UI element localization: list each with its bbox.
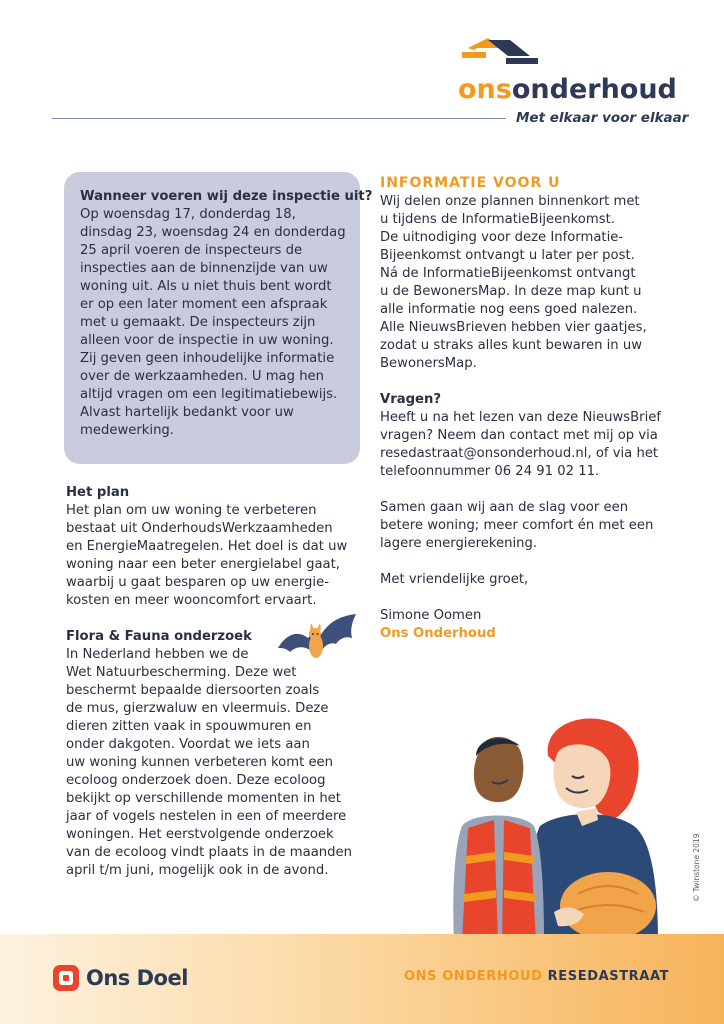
vragen-title: Vragen?: [380, 392, 442, 407]
signature-org: Ons Onderhoud: [380, 626, 496, 641]
greeting-text: Met vriendelijke groet,: [380, 572, 529, 587]
inspection-info-box: [64, 172, 373, 464]
informatie-section: [380, 173, 680, 373]
informatie-text: Wij delen onze plannen binnenkort met u tijdens de InformatieBijeenkomst. De uitnodiging voor deze Informatie- Bijeenkomst ontvangt u later per post. Ná de InformatieBijeenkomst ontvangt u de BewonersMap. In deze map kunt u alle informatie nog eens goed nalezen. Alle NieuwsBrieven hebben vier gaatjes, zodat u straks alles kunt bewaren in uw BewonersMap.: [380, 194, 647, 371]
flora-fauna-title: Flora & Fauna onderzoek: [66, 629, 252, 644]
inspection-text: Op woensdag 17, donderdag 18, dinsdag 23, woensdag 24 en donderdag 25 april voeren de inspecteurs de inspecties aan de binnenzijde van uw woning uit. Als u niet thuis bent wordt er op een later moment een afspraak met u gemaakt. De inspecteurs zijn alleen voor de inspectie in uw woning. Zij geven geen inhoudelijke informatie over de werkzaamheden. U mag hen altijd vragen om een legitimatiebewijs. Alvast hartelijk bedankt voor uw medewerking.: [80, 207, 346, 438]
header-divider: [52, 118, 506, 119]
ons-doel-logo: [52, 962, 188, 994]
roof-icon: [462, 38, 544, 68]
brand-wordmark: onsonderhoud: [458, 74, 677, 105]
informatie-title: INFORMATIE VOOR U: [380, 175, 561, 191]
footer-project-label: ONS ONDERHOUD RESEDASTRAAT: [404, 969, 670, 984]
copyright-text: © Twinstone 2019: [692, 833, 701, 902]
vragen-text: Heeft u na het lezen van deze NieuwsBrief vragen? Neem dan contact met mij op via resedastraat@onsonderhoud.nl, of via het telefoonnummer 06 24 91 02 11.: [380, 410, 661, 479]
het-plan-text: Het plan om uw woning te verbeteren bestaat uit OnderhoudsWerkzaamheden en EnergieMaatregelen. Het doel is dat uw woning naar een beter energielabel gaat, waarbij u gaat besparen op uw energie- kosten en meer wooncomfort ervaart.: [66, 503, 348, 608]
signature-name: Simone Oomen: [380, 608, 482, 623]
het-plan-title: Het plan: [66, 485, 130, 500]
inspection-title: Wanneer voeren wij deze inspectie uit?: [80, 189, 373, 204]
brand-tagline: Met elkaar voor elkaar: [516, 110, 689, 126]
flora-fauna-text: In Nederland hebben we de Wet Natuurbescherming. Deze wet beschermt bepaalde diersoorten zoals de mus, gierzwaluw en vleermuis. Deze dieren zitten vaak in spouwmuren en onder dakgoten. Voordat we iets aan uw woning kunnen verbeteren komt een ecoloog onderzoek doen. Deze ecoloog bekijkt op verschillende momenten in het jaar of vogels nestelen in een of meerdere woningen. Het eerstvolgende onderzoek van de ecoloog vindt plaats in de maanden april t/m juni, mogelijk ook in de avond.: [66, 647, 352, 878]
ons-doel-text: Ons Doel: [86, 966, 188, 990]
vragen-section: [380, 391, 680, 643]
het-plan-section: [66, 484, 366, 610]
closing-text: Samen gaan wij aan de slag voor een betere woning; meer comfort én met een lagere energierekening.: [380, 500, 654, 551]
bat-illustration: [276, 612, 358, 670]
people-illustration: [448, 716, 670, 942]
ons-doel-icon: [52, 964, 80, 992]
